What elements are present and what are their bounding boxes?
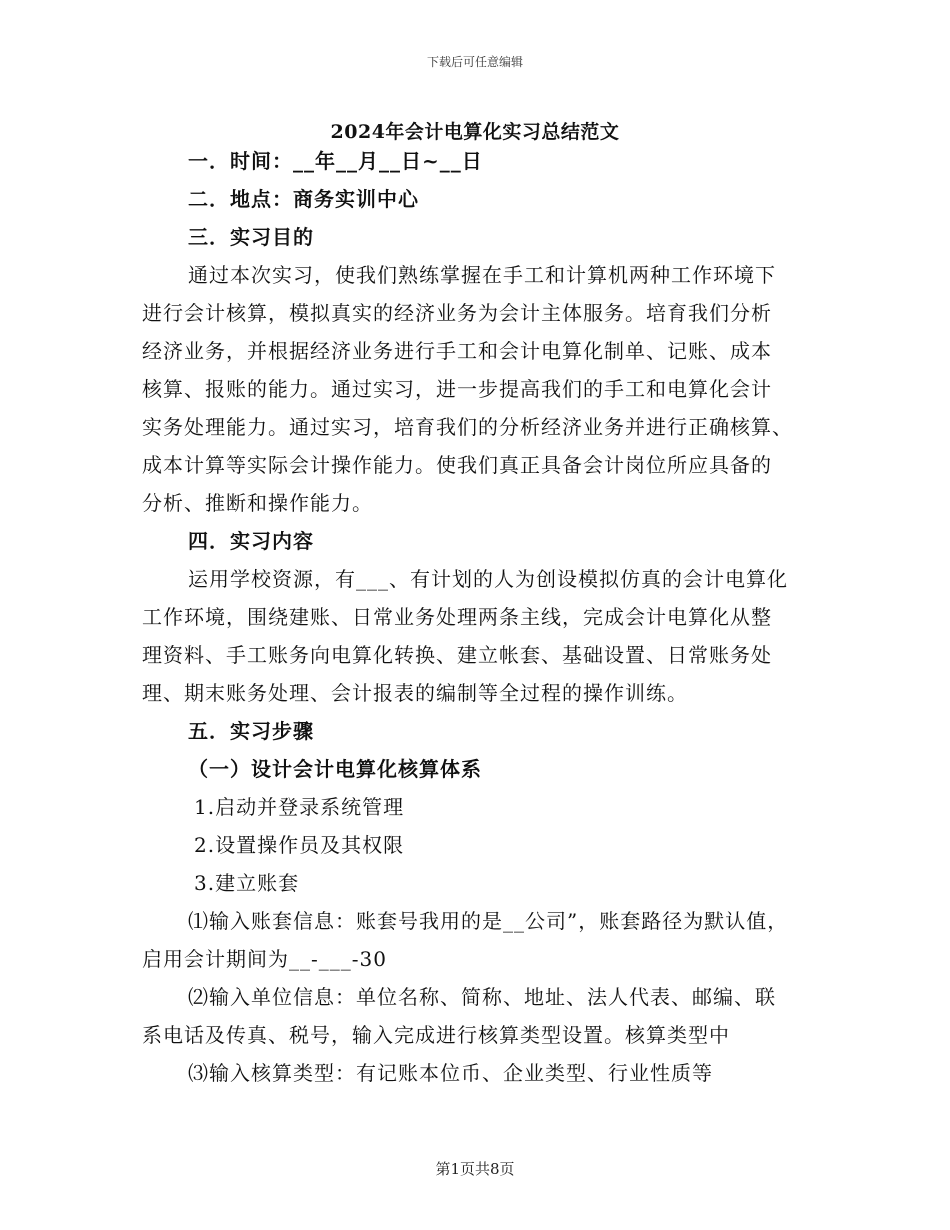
subsection-heading: （一）设计会计电算化核算体系 (188, 757, 482, 781)
paragraph-line: 通过本次实习，使我们熟练掌握在手工和计算机两种工作环境下 (188, 263, 776, 287)
paragraph-line: 进行会计核算，模拟真实的经济业务为会计主体服务。培育我们分析 (142, 301, 772, 325)
document-body (142, 142, 810, 1092)
section-time: 一．时间：__年__月__日~__日 (188, 149, 483, 173)
paragraph-line: 核算、报账的能力。通过实习，进一步提高我们的手工和电算化会计 (142, 377, 772, 401)
paragraph-line: ⑴输入账套信息：账套号我用的是__公司”，账套路径为默认值， (188, 909, 789, 933)
paragraph-line: 实务处理能力。通过实习，培育我们的分析经济业务并进行正确核算、 (142, 415, 793, 439)
section-steps-heading: 五．实习步骤 (188, 719, 314, 743)
list-item: 1.启动并登录系统管理 (194, 795, 405, 819)
paragraph-line: ⑶输入核算类型：有记账本位币、企业类型、行业性质等 (188, 1061, 713, 1085)
paragraph-line: 运用学校资源，有___、有计划的人为创设模拟仿真的会计电算化 (188, 567, 788, 591)
paragraph-line: 成本计算等实际会计操作能力。使我们真正具备会计岗位所应具备的 (142, 453, 772, 477)
paragraph-line: 经济业务，并根据经济业务进行手工和会计电算化制单、记账、成本 (142, 339, 772, 363)
header-note: 下载后可任意编辑 (426, 55, 523, 69)
paragraph-line: 系电话及传真、税号，输入完成进行核算类型设置。核算类型中 (142, 1023, 730, 1047)
paragraph-line: ⑵输入单位信息：单位名称、简称、地址、法人代表、邮编、联 (188, 985, 776, 1009)
paragraph-line: 理资料、手工账务向电算化转换、建立帐套、基础设置、日常账务处 (142, 643, 772, 667)
paragraph-line: 启用会计期间为__-___-30 (142, 947, 387, 971)
paragraph-line: 分析、推断和操作能力。 (142, 491, 373, 515)
document-title: 2024年会计电算化实习总结范文 (330, 121, 620, 143)
section-purpose-heading: 三．实习目的 (188, 225, 314, 249)
list-item: 2.设置操作员及其权限 (194, 833, 405, 857)
section-location: 二．地点：商务实训中心 (188, 187, 419, 211)
section-content-heading: 四．实习内容 (188, 529, 314, 553)
page-footer: 第1页共8页 (435, 1160, 515, 1178)
list-item: 3.建立账套 (194, 871, 300, 895)
paragraph-line: 工作环境，围绕建账、日常业务处理两条主线，完成会计电算化从整 (142, 605, 772, 629)
paragraph-line: 理、期末账务处理、会计报表的编制等全过程的操作训练。 (142, 681, 688, 705)
